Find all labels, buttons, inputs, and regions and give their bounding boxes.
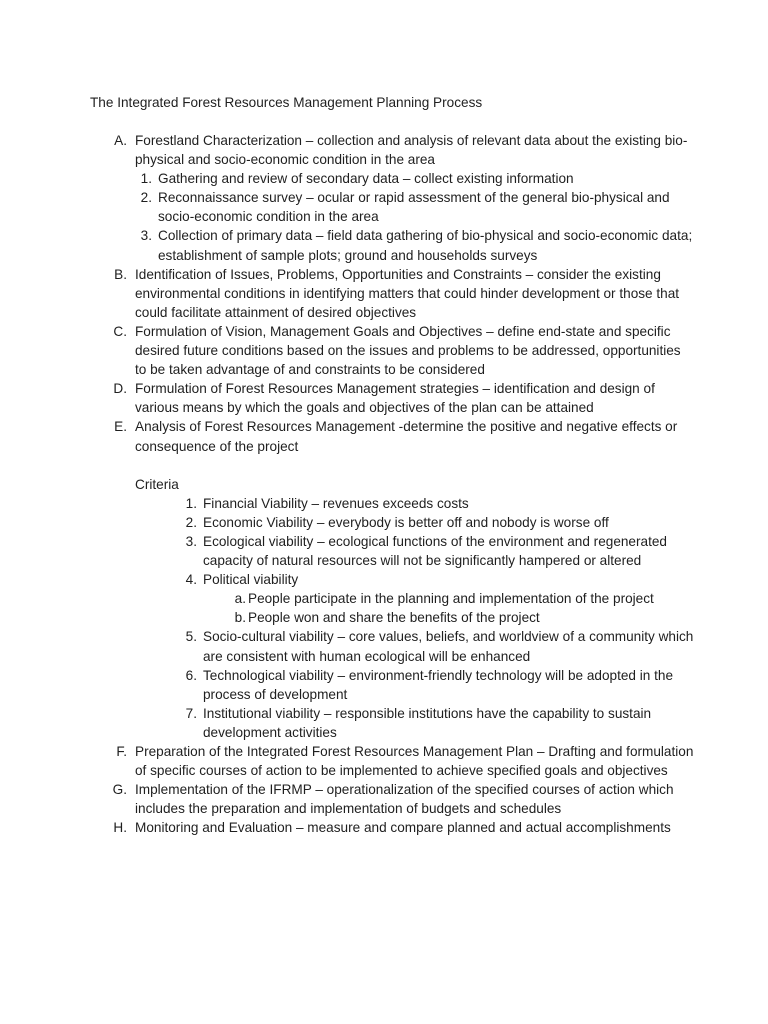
list-item [185, 704, 695, 742]
list-marker: H. [113, 820, 127, 836]
list-marker: E. [114, 419, 127, 435]
list-item-d [113, 379, 695, 417]
list-item-g [112, 780, 695, 818]
list-marker: 1. [185, 495, 197, 511]
list-marker: 1. [140, 171, 152, 187]
list-marker: 2. [140, 190, 152, 206]
list-item [234, 589, 695, 608]
process-steps-list [112, 131, 695, 837]
list-marker: 2. [185, 514, 197, 530]
list-marker: C. [113, 323, 127, 339]
list-marker: D. [113, 381, 127, 397]
list-marker: B. [114, 266, 127, 282]
list-item [140, 226, 695, 264]
list-item-text: Forestland Characterization – collection and analysis of relevant data about the existing bio-physical and socio-economic condition in the area [135, 133, 688, 168]
list-item-h [113, 818, 695, 837]
list-item-text: Implementation of the IFRMP – operationalization of the specified courses of action which includes the preparation and implementation of budgets and schedules [135, 782, 674, 817]
list-item-text: People participate in the planning and implementation of the project [248, 591, 654, 607]
criteria-label: Criteria [135, 476, 179, 492]
list-item-text: Monitoring and Evaluation – measure and compare planned and actual accomplishments [135, 820, 671, 836]
list-item [140, 188, 695, 226]
list-marker: 3. [140, 228, 152, 244]
list-item [234, 608, 695, 627]
list-item-e [114, 417, 695, 742]
list-marker: b. [234, 610, 246, 626]
list-marker: A. [114, 133, 127, 148]
list-item-text: Identification of Issues, Problems, Opportunities and Constraints – consider the existing environmental conditions in identifying matters that could hinder development or those that could facilitate attainment of desired objectives [135, 266, 680, 320]
list-item-a [114, 131, 695, 265]
list-item-text: Formulation of Vision, Management Goals and Objectives – define end-state and specific desired future conditions based on the issues and problems to be addressed, opportunities to be taken advantage of and constraints to be considered [135, 323, 681, 378]
list-item-text: Gathering and review of secondary data – collect existing information [158, 171, 574, 187]
list-marker: 5. [185, 629, 197, 645]
list-item-text: Institutional viability – responsible institutions have the capability to sustain development activities [203, 705, 652, 740]
list-item-text: Ecological viability – ecological functions of the environment and regenerated capacity of natural resources will not be significantly hampered or altered [203, 533, 667, 569]
list-item [185, 532, 695, 570]
document-title: The Integrated Forest Resources Management Planning Process [90, 95, 483, 110]
list-item [185, 513, 695, 532]
list-item [185, 494, 695, 513]
list-item [185, 666, 695, 704]
list-item-text: Preparation of the Integrated Forest Resources Management Plan – Drafting and formulation of specific courses of action to be implemented to achieve specified goals and objectives [135, 744, 694, 779]
list-item-text: Political viability [203, 572, 299, 588]
list-item [140, 169, 695, 188]
list-item-text: Collection of primary data – field data gathering of bio-physical and socio-economic data; establishment of sample plots; ground and households surveys [158, 228, 693, 263]
list-marker: a. [234, 591, 246, 607]
list-item-text: Technological viability – environment-friendly technology will be adopted in the process of development [203, 667, 674, 702]
list-item-f [116, 742, 695, 780]
list-item-c [113, 322, 695, 379]
criteria-list [185, 494, 695, 742]
list-item-text: Reconnaissance survey – ocular or rapid assessment of the general bio-physical and socio-economic condition in the area [158, 190, 670, 225]
list-marker: 3. [185, 533, 197, 549]
list-marker: F. [116, 744, 127, 759]
list-item-text: Formulation of Forest Resources Management strategies – identification and design of various means by which the goals and objectives of the plan can be attained [135, 381, 655, 416]
list-item-text: Analysis of Forest Resources Management -determine the positive and negative effects or consequence of the project [135, 419, 678, 454]
list-item [185, 627, 695, 665]
political-viability-sublist [234, 589, 695, 627]
list-marker: 7. [185, 705, 197, 721]
list-marker: 6. [185, 667, 197, 683]
list-item [185, 570, 695, 627]
list-item-b [114, 265, 695, 322]
list-item-text: Financial Viability – revenues exceeds costs [203, 495, 469, 511]
list-item-text: Economic Viability – everybody is better off and nobody is worse off [203, 514, 609, 530]
list-item-text: Socio-cultural viability – core values, beliefs, and worldview of a community which are consistent with human ecological will be enhanced [203, 629, 694, 664]
list-item-text: People won and share the benefits of the project [248, 610, 540, 626]
list-marker: 4. [185, 572, 197, 588]
list-marker: G. [112, 782, 127, 798]
characterization-substeps [140, 169, 695, 264]
